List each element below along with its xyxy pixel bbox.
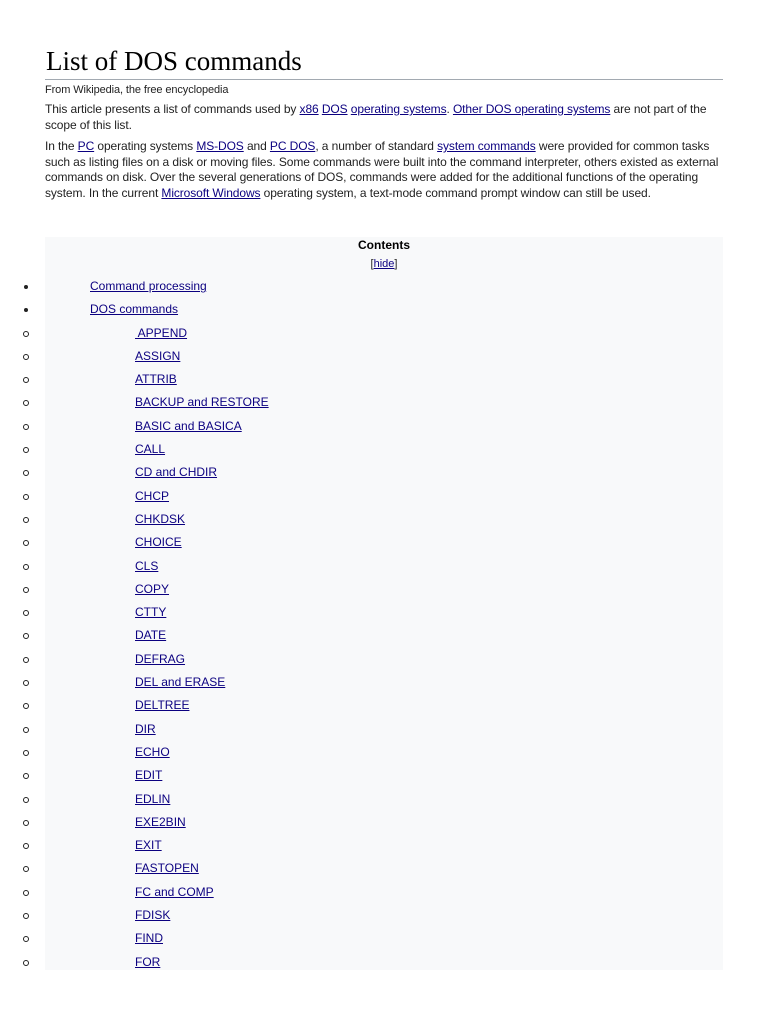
toc-header <box>45 237 723 271</box>
toc-item <box>0 927 723 950</box>
toc-item <box>0 671 723 694</box>
link-system-commands[interactable]: system commands <box>437 139 536 154</box>
intro2-text-3: and <box>243 139 270 154</box>
toc-link[interactable]: EXE2BIN <box>135 814 186 829</box>
toc-list <box>0 275 723 974</box>
link-pc[interactable]: PC <box>77 139 95 154</box>
tagline: From Wikipedia, the free encyclopedia <box>45 84 229 96</box>
toc-item <box>0 718 723 741</box>
toc-item <box>0 648 723 671</box>
toc-link[interactable]: BACKUP and RESTORE <box>135 395 269 410</box>
intro2-text-6: operating system, a text-mode command prompt window can still be used. <box>260 185 651 200</box>
toc-link[interactable]: CALL <box>135 442 166 457</box>
toc-item <box>0 694 723 717</box>
toc-link[interactable]: EDIT <box>135 768 163 783</box>
toc-hide-link[interactable]: hide <box>373 258 395 270</box>
toc-item <box>0 601 723 624</box>
toc-link[interactable]: ECHO <box>135 744 170 759</box>
toc-item <box>0 811 723 834</box>
intro2-text-5: were provided for common tasks such as listing files on a disk or moving files. Some commands were built into the command interpreter, others existed as external commands on disk. Over the several generations of DOS, commands were added for the additional functions of the operating system. In the current <box>45 139 719 200</box>
toc-toggle-close-bracket: ] <box>394 258 398 270</box>
toc-link[interactable]: EXIT <box>135 838 162 853</box>
toc-link[interactable]: DEFRAG <box>135 651 186 666</box>
intro-paragraph-2 <box>45 139 723 201</box>
toc-link[interactable]: CLS <box>135 558 159 573</box>
toc-item <box>0 764 723 787</box>
link-pc-dos[interactable]: PC DOS <box>269 139 316 154</box>
toc-link[interactable]: CHCP <box>135 488 170 503</box>
toc-item <box>0 298 723 321</box>
intro2-text-2: operating systems <box>94 139 197 154</box>
toc-item <box>0 415 723 438</box>
toc-link[interactable]: CHOICE <box>135 535 182 550</box>
intro2-text-1: In the <box>45 139 78 154</box>
toc-item <box>0 857 723 880</box>
toc-item <box>0 578 723 601</box>
toc-item <box>0 438 723 461</box>
toc-item <box>0 322 723 345</box>
toc-link[interactable]: Command processing <box>90 279 207 293</box>
toc-item <box>0 345 723 368</box>
toc-link[interactable]: DEL and ERASE <box>135 675 226 690</box>
toc-link[interactable]: CHKDSK <box>135 511 186 526</box>
toc-item <box>0 741 723 764</box>
toc-item <box>0 881 723 904</box>
toc-link[interactable]: DIR <box>135 721 156 736</box>
toc-link[interactable]: FDISK <box>135 908 171 923</box>
toc-link[interactable]: APPEND <box>135 325 188 340</box>
toc-title: Contents <box>358 238 410 252</box>
toc-item <box>0 461 723 484</box>
toc-item <box>0 624 723 647</box>
link-operating-systems[interactable]: operating systems <box>350 102 447 116</box>
toc-item <box>0 951 723 974</box>
toc-link[interactable]: DOS commands <box>90 302 179 317</box>
toc-item <box>0 531 723 554</box>
toc-item <box>0 788 723 811</box>
toc-link[interactable]: ATTRIB <box>135 372 177 387</box>
toc-item <box>0 275 723 298</box>
page-title: List of DOS commands <box>45 44 723 80</box>
intro1-text-1: This article presents a list of commands used by <box>45 102 300 116</box>
toc-link[interactable]: BASIC and BASICA <box>135 418 242 433</box>
intro1-text-4: . <box>446 102 453 116</box>
toc-toggle-open-bracket: [ <box>370 258 374 270</box>
toc-link[interactable]: CTTY <box>135 605 167 620</box>
intro-paragraph-1 <box>45 102 723 133</box>
toc-link[interactable]: EDLIN <box>135 791 171 806</box>
toc-item <box>0 555 723 578</box>
toc-item <box>0 485 723 508</box>
toc-toggle <box>45 257 723 271</box>
toc-item <box>0 368 723 391</box>
toc-link[interactable]: FIND <box>135 931 163 946</box>
link-microsoft-windows[interactable]: Microsoft Windows <box>161 185 261 200</box>
toc-link[interactable]: FASTOPEN <box>135 861 199 876</box>
intro1-text-5: are not part of the scope of this list. <box>45 102 707 132</box>
article <box>45 44 723 202</box>
toc-item <box>0 391 723 414</box>
toc-link[interactable]: COPY <box>135 581 170 596</box>
toc-item <box>0 834 723 857</box>
toc-item <box>0 904 723 927</box>
link-ms-dos[interactable]: MS-DOS <box>196 139 244 154</box>
link-dos[interactable]: DOS <box>321 102 348 116</box>
toc-link[interactable]: CD and CHDIR <box>135 465 218 480</box>
link-other-dos-operating-systems[interactable]: Other DOS operating systems <box>452 102 611 116</box>
toc-link[interactable]: DATE <box>135 628 167 643</box>
toc-link[interactable]: DELTREE <box>135 698 190 713</box>
toc-link[interactable]: ASSIGN <box>135 348 181 363</box>
toc-link[interactable]: FC and COMP <box>135 884 214 899</box>
toc-link[interactable]: FOR <box>135 954 161 969</box>
intro2-text-4: , a number of standard <box>315 139 438 154</box>
toc-item <box>0 508 723 531</box>
link-x86[interactable]: x86 <box>299 102 319 116</box>
